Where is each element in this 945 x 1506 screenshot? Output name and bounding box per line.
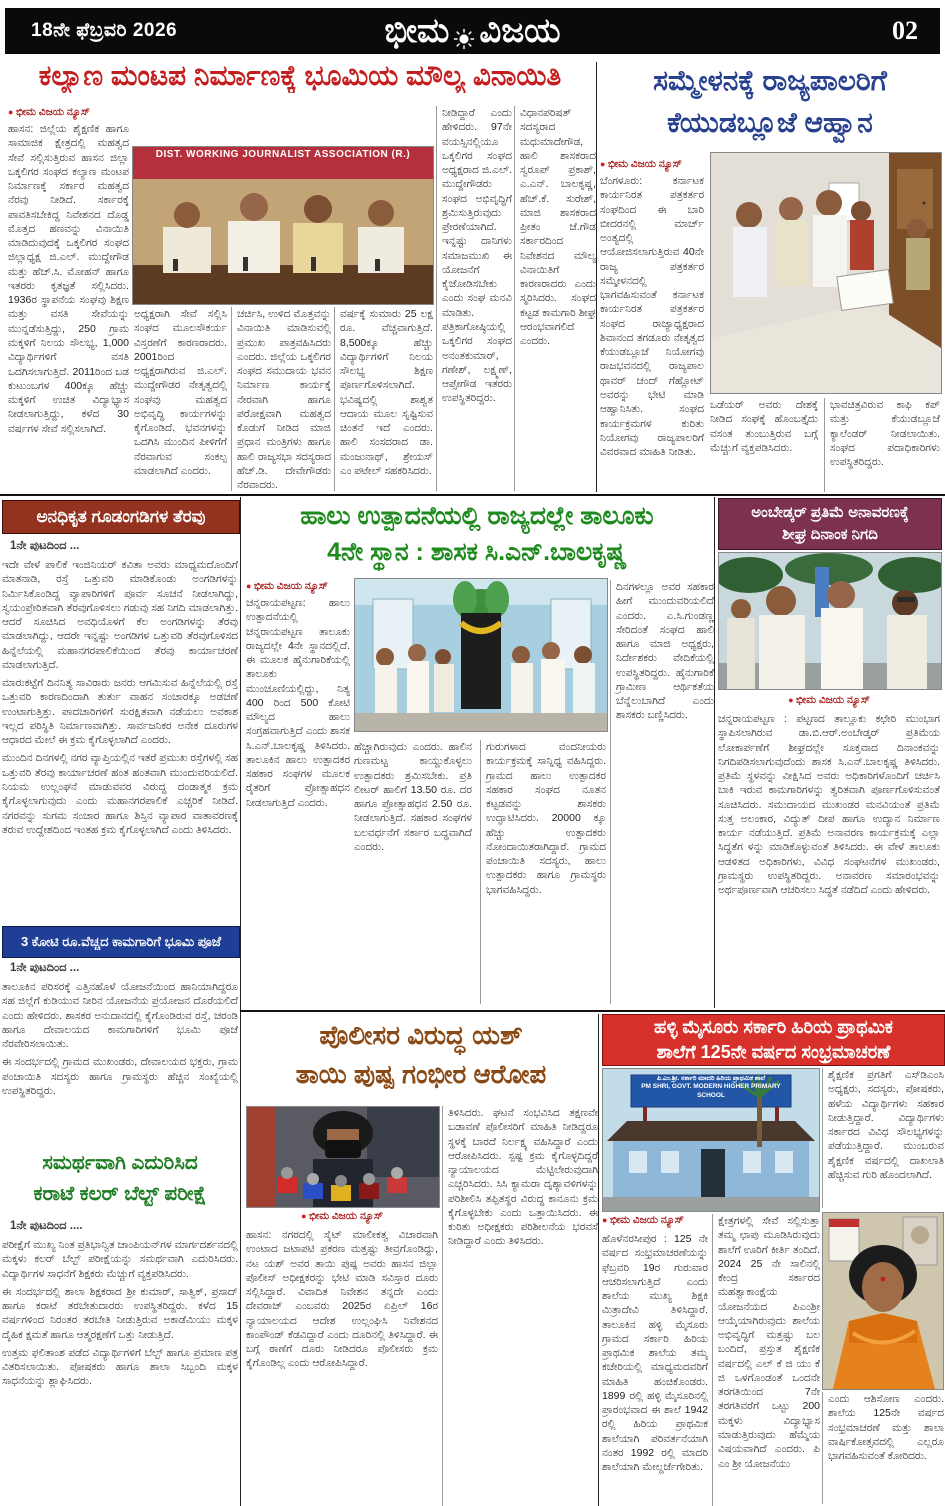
kalyana-col-1: [8, 106, 129, 492]
headline-ambedkar: ಅಂಬೇಡ್ಕರ್ ಪ್ರತಿಮೆ ಅನಾವರಣಕ್ಕೆ ಶೀಘ್ರ ದಿನಾಂಕ ನಿಗದಿ: [718, 498, 942, 550]
divider-horizontal-2: [240, 1010, 945, 1012]
headline-karate: ಸಮರ್ಥವಾಗಿ ಎದುರಿಸಿದ ಕರಾಟೆ ಕಲರ್ ಬೆಲ್ಟ್ ಪರೀಕ್ಷೆ: [33, 1152, 207, 1205]
goodangadi-text: [2, 558, 238, 920]
photo-ambedkar-inspection: [718, 552, 942, 690]
masthead-date: 18ನೇ ಫೆಬ್ರವರಿ 2026: [31, 20, 178, 41]
karate-p1: ಪರೀಕ್ಷೆಗೆ ಮುಖ್ಯ ನಿಂತ ಪ್ರತಿಭಾನ್ವಿತ ಚಾಂಪಿಯನ್‌ಗಳ ಮಾರ್ಗದರ್ಶನದಲ್ಲಿ ಮಕ್ಕಳು ಕಲರ್ ಬೆಲ್ಟ್ ಪರೀಕ್ಷೆಯನ್ನು ಸಮರ್ಥವಾಗಿ ಎದುರಿಸಿದರು. ವಿದ್ಯಾರ್ಥಿಗಳ ಸಾಧನೆಗೆ ಶಿಕ್ಷಕರು ಮೆಚ್ಚುಗೆ ವ್ಯಕ್ತಪಡಿಸಿದರು.: [2, 1239, 238, 1280]
sammelana-col-3: ಭಾವಚಿತ್ರವಿರುವ ಕಾಫಿ ಕಪ್ ಮತ್ತು ಕೆಯುಡಬ್ಲೂಜೆ ಕ್ಯಾಲೆಂಡರ್ ನೀಡಲಾಯಿತು. ಸಂಘದ ಪದಾಧಿಕಾರಿಗಳು ಉಪಸ್ಥಿತರಿದ್ದರು.: [824, 398, 940, 492]
ambedkar-text: ಚನ್ನರಾಯಪಟ್ಟಣ : ಪಟ್ಟಣದ ತಾಲ್ಲೂಕು ಕಛೇರಿ ಮುಂಭಾಗ ಸ್ಥಾಪಿಸಲಾಗಿರುವ ಡಾ.ಬಿ.ಆರ್.ಅಂಬೇಡ್ಕರ್ ಪ್ರತಿಮೆಯ ಲೋಕಾರ್ಪಣೆಗೆ ಶೀಘ್ರದಲ್ಲೇ ಸೂಕ್ತವಾದ ದಿನಾಂಕವನ್ನು ನಿಗದಿಪಡಿಸಲಾಗುವುದೆಂದು ಶಾಸಕ ಸಿ.ಎನ್.ಬಾಲಕೃಷ್ಣ ತಿಳಿಸಿದರು. ಪ್ರತಿಮೆ ಸ್ಥಳವನ್ನು ವೀಕ್ಷಿಸಿದ ಅವರು ಅಧಿಕಾರಿಗಳೊಂದಿಗೆ ಚರ್ಚಿಸಿ ಬಾಕಿ ಇರುವ ಕಾಮಗಾರಿಗಳನ್ನು ತ್ವರಿತವಾಗಿ ಪೂರ್ಣಗೊಳಿಸುವಂತೆ ಸೂಚಿಸಿದರು. ಸಮುದಾಯದ ಮುಖಂಡರ ಮನವಿಯಂತೆ ಪ್ರತಿಮೆ ಸುತ್ತ ಅಲಂಕಾರ, ವಿದ್ಯುತ್ ದೀಪ ಹಾಗೂ ಉದ್ಯಾನ ನಿರ್ಮಾಣ ಕಾರ್ಯ ನಡೆಯುತ್ತಿದೆ. ಪ್ರತಿಮೆ ಅನಾವರಣ ಕಾರ್ಯಕ್ರಮಕ್ಕೆ ಎಲ್ಲಾ ಸಿದ್ಧತೆಗ ಳನ್ನು ಮಾಡಿಕೊಳ್ಳುವಂತೆ ತಿಳಿಸಿದರು. ಈ ವೇಳೆ ತಾಲೂಕು ಆಡಳಿತದ ಅಧಿಕಾರಿಗಳು, ವಿವಿಧ ಸಂಘಟನೆಗಳ ಮುಖಂಡರು, ಗ್ರಾಮಸ್ಥರು ಉಪಸ್ಥಿತರಿದ್ದರು. ಅನಾವರಣ ಸಮಾರಂಭವನ್ನು ಅರ್ಥಪೂರ್ಣವಾಗಿ ಆಚರಿಸಲು ಸಿದ್ಧತೆ ನಡೆದಿದೆ ಎಂದು ಹೇಳಿದರು.: [718, 713, 940, 897]
goodangadi-p3: ಮುಂದಿನ ದಿನಗಳಲ್ಲಿ ನಗರ ವ್ಯಾಪ್ತಿಯಲ್ಲಿನ ಇತರೆ ಪ್ರಮುಖ ರಸ್ತೆಗಳಲ್ಲಿ ಸಹ ಒತ್ತುವರಿ ತೆರವು ಕಾರ್ಯಾಚರಣೆ ಹಂತ ಹಂತವಾಗಿ ಮುಂದುವರಿಯಲಿದೆ. ನಿಯಮ ಉಲ್ಲಂಘನೆ ಮಾಡುವವರ ವಿರುದ್ಧ ದಂಡಾತ್ಮಕ ಕ್ರಮ ಕೈಗೊಳ್ಳಲಾಗುವುದು ಎಂದು ಮಹಾನಗರಪಾಲಿಕೆ ಎಚ್ಚರಿಕೆ ನೀಡಿದೆ. ನಗರವನ್ನು ಸುಗಮ ಸಂಚಾರ ಹಾಗೂ ಶಿಸ್ತಿನ ವ್ಯಾಪಾರ ವಾತಾವರಣಕ್ಕೆ ತರುವ ಉದ್ದೇಶದಿಂದ ಇಂತಹ ಕ್ರಮ ಕೈಗೊಳ್ಳಲಾಗಿದೆ ಎಂದು ತಿಳಿಸಿದರು.: [2, 752, 238, 836]
continued-from-page1: 1ನೇ ಪುಟದಿಂದ ...: [10, 962, 80, 974]
page-number: 02: [892, 16, 918, 45]
news-byline: ● ಭೀಮ ವಿಜಯ ನ್ಯೂಸ್: [246, 1210, 438, 1223]
masthead-title-right: ವಿಜಯ: [479, 11, 561, 50]
sammelana-col1-text: ಬೆಂಗಳೂರು: ಕರ್ನಾಟಕ ಕಾರ್ಯನಿರತ ಪತ್ರಕರ್ತರ ಸಂಘದಿಂದ ಈ ಬಾರಿ ಬೀದರನಲ್ಲಿ ಮಾರ್ಚ್ ಅಂತ್ಯದಲ್ಲಿ ಆಯೋಜಿಸಲಾಗುತ್ತಿರುವ 40ನೇ ರಾಜ್ಯ ಪತ್ರಕರ್ತರ ಸಮ್ಮೇಳನದಲ್ಲಿ ಭಾಗವಹಿಸುವಂತೆ ಕರ್ನಾಟಕ ಕಾರ್ಯನಿರತ ಪತ್ರಕರ್ತರ ಸಂಘದ ರಾಜ್ಯಾಧ್ಯಕ್ಷರಾದ ಶಿವಾನಂದ ತಗಡೂರು ನೇತೃತ್ವದ ಕೆಯುಡಬ್ಲೂಜೆ ನಿಯೋಗವು ರಾಜಭವನದಲ್ಲಿ ರಾಜ್ಯಪಾಲ ಥಾವರ್ ಚಂದ್ ಗೆಹ್ಲೋಟ್ ಅವರನ್ನು ಭೇಟಿ ಮಾಡಿ ಆಹ್ವಾನಿಸಿತು. ಸಂಘದ ಕಾರ್ಯಕ್ರಮಗಳ ಕುರಿತು ನಿಯೋಗವು ರಾಜ್ಯಪಾಲರಿಗೆ ವಿವರವಾದ ಮಾಹಿತಿ ನೀಡಿತು.: [600, 175, 704, 459]
school-col-3a: ಶೈಕ್ಷಣಿಕ ಪ್ರಗತಿಗೆ ಎಸ್‌ಡಿಎಂಸಿ ಅಧ್ಯಕ್ಷರು, ಸದಸ್ಯರು, ಪೋಷಕರು, ಹಳೆಯ ವಿದ್ಯಾರ್ಥಿಗಳು ಸಹಕಾರ ನೀಡುತ್ತಿದ್ದಾರೆ. ವಿದ್ಯಾರ್ಥಿಗಳು ಸರ್ಕಾರದ ವಿವಿಧ ಸೌಲಭ್ಯಗಳನ್ನು ಪಡೆಯುತ್ತಿದ್ದಾರೆ. ಮುಂಬರುವ ಶೈಕ್ಷಣಿಕ ವರ್ಷದಲ್ಲಿ ದಾಖಲಾತಿ ಹೆಚ್ಚಿಸುವ ಗುರಿ ಹೊಂದಲಾಗಿದೆ.: [822, 1068, 944, 1208]
sammelana-col-2: ಒಡೆಯರ್ ಅವರು ದೇಶಕ್ಕೆ ನೀಡಿದ ಸಂಘಕ್ಕೆ ಹೊಂಬತ್ತೈದು ವಸಂತ ತುಂಬುತ್ತಿರುವ ಬಗ್ಗೆ ಮೆಚ್ಚುಗೆ ವ್ಯಕ್ತಪಡಿಸಿದರು.: [710, 399, 818, 454]
haalu-col-3: ಗುರುಗಳಾದ ವಂದನೀಯರು ಕಾರ್ಯಕ್ರಮಕ್ಕೆ ಸಾನ್ನಿಧ್ಯ ವಹಿಸಿದ್ದರು. ಗ್ರಾಮದ ಹಾಲು ಉತ್ಪಾದಕರ ಸಹಕಾರ ಸಂಘದ ನೂತನ ಕಟ್ಟಡವನ್ನು ಶಾಸಕರು ಉದ್ಘಾಟಿಸಿದರು. 20000 ಕ್ಕೂ ಹೆಚ್ಚು ಉತ್ಪಾದಕರು ನೋಂದಾಯಿತರಾಗಿದ್ದಾರೆ. ಗ್ರಾಮದ ಪಂಚಾಯಿತಿ ಸದಸ್ಯರು, ಹಾಲು ಉತ್ಪಾದಕರು ಹಾಗೂ ಗ್ರಾಮಸ್ಥರು ಭಾಗವಹಿಸಿದ್ದರು.: [480, 740, 606, 1004]
goodangadi-p2: ಮಾರುಕಟ್ಟೆಗೆ ದಿನನಿತ್ಯ ಸಾವಿರಾರು ಜನರು ಆಗಮಿಸುವ ಹಿನ್ನೆಲೆಯಲ್ಲಿ ರಸ್ತೆ ಒತ್ತುವರಿ ಕಾರಣದಿಂದಾಗಿ ತುರ್ತು ವಾಹನ ಸಂಚಾರಕ್ಕೂ ಅಡಚಣೆ ಉಂಟಾಗುತ್ತಿತ್ತು. ಪಾದಚಾರಿಗಳಿಗೆ ಸುರಕ್ಷಿತವಾಗಿ ನಡೆಯಲು ಅವಕಾಶ ಇಲ್ಲದ ಪರಿಸ್ಥಿತಿ ನಿರ್ಮಾಣವಾಗಿತ್ತು. ಸಾರ್ವಜನಿಕರ ಅನೇಕ ದೂರುಗಳ ಆಧಾರದ ಮೇಲೆ ಈ ಕ್ರಮ ಕೈಗೊಳ್ಳಲಾಗಿದೆ ಎಂದರು.: [2, 677, 238, 747]
divider-vertical-left: [240, 497, 241, 1506]
yash-col-2: ತಿಳಿಸಿದರು. ಘಟನೆ ಸಂಭವಿಸಿದ ತಕ್ಷಣವೇ ಬಡಾವಣೆ ಪೊಲೀಸರಿಗೆ ಮಾಹಿತಿ ನೀಡಿದ್ದರೂ ಸ್ಥಳಕ್ಕೆ ಬಾರದೆ ನಿರ್ಲಕ್ಷ್ಯ ವಹಿಸಿದ್ದಾರೆ ಎಂದು ಆರೋಪಿಸಿದರು. ಸ್ಪಷ್ಟ ಕ್ರಮ ಕೈಗೊಳ್ಳದಿದ್ದರೆ ನ್ಯಾಯಾಲಯದ ಮೆಟ್ಟಿಲೇರುವುದಾಗಿ ಎಚ್ಚರಿಸಿದರು. ಸಿಸಿ ಕ್ಯಾಮರಾ ದೃಶ್ಯಾವಳಿಗಳನ್ನು ಪರಿಶೀಲಿಸಿ ತಪ್ಪಿತಸ್ಥರ ವಿರುದ್ಧ ಕಾನೂನು ಕ್ರಮ ಕೈಗೊಳ್ಳಬೇಕು ಎಂದು ಒತ್ತಾಯಿಸಿದರು. ಈ ಕುರಿತು ಅಧೀಕ್ಷಕರು ಪರಿಶೀಲನೆಯ ಭರವಸೆ ನೀಡಿದ್ದಾರೆ ಎಂದು ತಿಳಿಸಿದರು.: [442, 1106, 598, 1506]
kalyana-col-4: ವರ್ಷಕ್ಕೆ ಸುಮಾರು 25 ಲಕ್ಷ ರೂ. ವೆಚ್ಚವಾಗುತ್ತಿದೆ. 8,500ಕ್ಕೂ ಹೆಚ್ಚು ವಿದ್ಯಾರ್ಥಿಗಳಿಗೆ ನಿಲಯ ಸೌಲಭ್ಯ ಶಿಕ್ಷಣ ಪೂರ್ಣಗೊಳಿಸಲಾಗಿದೆ. ಭವಿಷ್ಯದಲ್ಲಿ ಶಾಶ್ವತ ಆದಾಯ ಮೂಲ ಸೃಷ್ಟಿಸುವ ಚಿಂತನೆ ಇದೆ ಎಂದರು. ಹಾಲಿ ಸಂಸದರಾದ ಡಾ. ಮಂಜುನಾಥ್, ಶ್ರೇಯಸ್ ಎಂ ಪಟೇಲ್ ಸಹಕರಿಸಿದರು.: [334, 307, 433, 491]
headline-bhoomi-pooja: 3 ಕೋಟಿ ರೂ.ವೆಚ್ಚದ ಕಾಮಗಾರಿಗೆ ಭೂಮಿ ಪೂಜೆ: [2, 926, 240, 958]
continued-from-page1: 1ನೇ ಪುಟದಿಂದ ....: [10, 1220, 83, 1232]
masthead-title-left: ಭೀಮ: [384, 11, 450, 50]
divider-horizontal-1: [0, 494, 945, 496]
yash-col-1: ಹಾಸನ: ನಗರದಲ್ಲಿ ಸೈಟ್ ಮಾಲೀಕತ್ವ ವಿಚಾರವಾಗಿ ಉಂಟಾದ ಜಟಾಪಟಿ ಪ್ರಕರಣ ಮತ್ತಷ್ಟು ತೀವ್ರಗೊಂಡಿದ್ದು, ನಟ ಯಶ್ ಅವರ ತಾಯಿ ಪುಷ್ಪ ಅವರು ಹಾಸನ ಜಿಲ್ಲಾ ಪೊಲೀಸ್ ಅಧೀಕ್ಷಕರನ್ನು ಭೇಟಿ ಮಾಡಿ ಸವಿಸ್ತಾರ ದೂರು ಸಲ್ಲಿಸಿದ್ದಾರೆ. ವಿವಾದಿತ ನಿವೇಶನ ತನ್ನದೇ ಎಂದು ದೇವರಾಜ್ ಎಂಬವರು 2025ರ ಏಪ್ರಿಲ್ 16ರ ನ್ಯಾಯಾಲಯದ ಆದೇಶ ಉಲ್ಲಂಘಿಸಿ ನಿವೇಶನದ ಕಾಂಪೌಂಡ್ ಕೆಡವಿದ್ದಾರೆ ಎಂದು ದೂರಿನಲ್ಲಿ ತಿಳಿಸಿದ್ದಾರೆ. ಈ ಬಗ್ಗೆ ಠಾಣೆಗೆ ದೂರು ನೀಡಿದರೂ ಪೊಲೀಸರು ಕ್ರಮ ಕೈಗೊಂಡಿಲ್ಲ ಎಂದು ಆರೋಪಿಸಿದ್ದಾರೆ.: [246, 1229, 438, 1370]
headline-goodangadi: ಅನಧಿಕೃತ ಗೂಡಂಗಡಿಗಳ ತೆರವು: [2, 500, 240, 534]
divider-vertical-top: [596, 62, 597, 492]
photo-school-building: [602, 1068, 820, 1212]
kalyana-col-6: ವಿಧಾನಪರಿಷತ್ ಸದಸ್ಯರಾದ ಮಧುಮಾದೇಗೌಡ, ಹಾಲಿ ಶಾಸಕರಾದ ಸ್ವರೂಪ್ ಪ್ರಕಾಶ್, ಎ.ಎನ್. ಬಾಲಕೃಷ್ಣ, ಹೆಚ್.ಕೆ. ಸುರೇಶ್, ಮಾಜಿ ಶಾಸಕರಾದ ಪ್ರೀತಂ ಜೆ.ಗೌಡ ಸರ್ಕಾರದಿಂದ ನಿವೇಶನದ ಮೌಲ್ಯ ವಿನಾಯಿತಿಗೆ ಕಾರಣರಾದರು ಎಂದು ಸ್ಮರಿಸಿದರು. ಸಂಘದ ಕಟ್ಟಡ ಕಾಮಗಾರಿ ಶೀಘ್ರ ಆರಂಭವಾಗಲಿದೆ ಎಂದರು.: [514, 106, 596, 491]
karate-p2: ಈ ಸಂದರ್ಭದಲ್ಲಿ ಶಾಲಾ ಶಿಕ್ಷಕರಾದ ಶ್ರೀ ಕುಮಾರ್, ಸಾತ್ವಿಕ್, ಪ್ರಸಾದ್ ಹಾಗೂ ಕರಾಟೆ ತರಬೇತುದಾರರು ಉಪಸ್ಥಿತರಿದ್ದರು. ಕಳೆದ 15 ವರ್ಷಗಳಿಂದ ನಿರಂತರ ತರಬೇತಿ ನೀಡುತ್ತಿರುವ ಅಕಾಡೆಮಿಯು ಮಕ್ಕಳ ದೈಹಿಕ ಕ್ಷಮತೆ ಹಾಗೂ ಆತ್ಮರಕ್ಷಣೆಗೆ ಒತ್ತು ನೀಡುತ್ತಿದೆ.: [2, 1285, 238, 1341]
photo-plaque-unveiling: [354, 578, 608, 732]
kalyana-col-5: ನೀಡಿದ್ದಾರೆ ಎಂದು ಹೇಳಿದರು. 97ನೇ ವಯಸ್ಸಿನಲ್ಲಿಯೂ ಒಕ್ಕಲಿಗರ ಸಂಘದ ಅಧ್ಯಕ್ಷರಾದ ಜಿ.ಎಲ್. ಮುದ್ದೇಗೌಡರು ಸಂಘದ ಅಭಿವೃದ್ಧಿಗೆ ಶ್ರಮಿಸುತ್ತಿರುವುದು ಪ್ರೇರಣೆಯಾಗಿದೆ. ಇನ್ನಷ್ಟು ದಾನಿಗಳು ಸಮಾಜಮುಖಿ ಈ ಯೋಜನೆಗೆ ಕೈಜೋಡಿಸಬೇಕು ಎಂದು ಸಂಘ ಮನವಿ ಮಾಡಿತು. ಪತ್ರಿಕಾಗೋಷ್ಠಿಯಲ್ಲಿ ಒಕ್ಕಲಿಗರ ಸಂಘದ ಅನಂತಕುಮಾರ್, ಗಣೇಶ್, ಲಕ್ಷ್ಮಣ್, ಆಪ್ಸೇಗೌಡ ಇತರರು ಉಪಸ್ಥಿತರಿದ್ದರು.: [436, 106, 512, 491]
photo-press-conference: [132, 146, 434, 305]
headline-yash: ಪೊಲೀಸರ ವಿರುದ್ಧ ಯಶ್ ತಾಯಿ ಪುಷ್ಪ ಗಂಭೀರ ಆರೋಪ: [295, 1020, 547, 1089]
bhoomi-p2: ಈ ಸಂದರ್ಭದಲ್ಲಿ ಗ್ರಾಮದ ಮುಖಂಡರು, ದೇವಾಲಯದ ಭಕ್ತರು, ಗ್ರಾಮ ಪಂಚಾಯಿತಿ ಸದಸ್ಯರು ಹಾಗೂ ಗ್ರಾಮಸ್ಥರು ಹೆಚ್ಚಿನ ಸಂಖ್ಯೆಯಲ್ಲಿ ಉಪಸ್ಥಿತರಿದ್ದರು.: [2, 1056, 238, 1097]
news-byline: ● ಭೀಮ ವಿಜಯ ನ್ಯೂಸ್: [8, 106, 129, 119]
school-col-2: ಕ್ಷೇತ್ರಗಳಲ್ಲಿ ಸೇವೆ ಸಲ್ಲಿಸುತ್ತಾ ತಮ್ಮ ಛಾಪು ಮೂಡಿಸಿರುವುದು ಶಾಲೆಗೆ ಊರಿಗೆ ಕೀರ್ತಿ ತಂದಿದೆ. 2024 25 ನೇ ಸಾಲಿನಲ್ಲಿ ಕೇಂದ್ರ ಸರ್ಕಾರದ ಮಹತ್ವಾಕಾಂಕ್ಷೆಯ ಯೋಜನೆಯದ ಪಿಎಂಶ್ರೀ ಆಯ್ಕೆಯಾಗಿರುವುದು ಶಾಲೆಯ ಅಭಿವೃದ್ಧಿಗೆ ಮತ್ತಷ್ಟು ಬಲ ಬಂದಿದೆ, ಪ್ರಸ್ತುತ ಶೈಕ್ಷಣಿಕ ವರ್ಷದಲ್ಲಿ ಎಲ್ ಕೆ ಜಿ ಯು ಕೆ ಜಿ ಒಳಗೊಂಡಂತೆ ಒಂದನೇ ತರಗತಿಯಿಂದ 7ನೇ ತರಗತಿವರೆಗೆ ಒಟ್ಟು 200 ಮಕ್ಕಳು ವಿದ್ಯಾಭ್ಯಾಸ ಮಾಡುತ್ತಿರುವುದು ಹೆಮ್ಮೆಯ ವಿಷಯವಾಗಿದೆ ಎಂದರು. ಪಿ ಎಂ ಶ್ರೀ ಯೋಜನೆಯು: [712, 1214, 820, 1506]
photo-rajbhavan-meeting: [710, 152, 942, 394]
photo-headmistress-portrait: [822, 1212, 944, 1390]
kalyana-col1-text: ಹಾಸನ: ಜಿಲ್ಲೆಯ ಶೈಕ್ಷಣಿಕ ಹಾಗೂ ಸಾಮಾಜಿಕ ಕ್ಷೇತ್ರದಲ್ಲಿ ಮಹತ್ವದ ಸೇವೆ ಸಲ್ಲಿಸುತ್ತಿರುವ ಹಾಸನ ಜಿಲ್ಲಾ ಒಕ್ಕಲಿಗರ ಸಂಘದ ಕಲ್ಯಾಣ ಮಂಟಪ ನಿರ್ಮಾಣಕ್ಕೆ ಸರ್ಕಾರ ಮಹತ್ವದ ನೆರವು ನೀಡಿದೆ. ಸರ್ಕಾರಕ್ಕೆ ಪಾವತಿಸಬೇಕಿದ್ದ ನಿವೇಶನದ ದೊಡ್ಡ ಮೊತ್ತದ ಹಣವನ್ನು ವಿನಾಯಿತಿ ಮಾಡಿದುವುದಕ್ಕೆ ಒಕ್ಕಲಿಗರ ಸಂಘದ ಜಿಲ್ಲಾಧ್ಯಕ್ಷ ಜಿ.ಎಲ್. ಮುದ್ದೇಗೌಡ ಮತ್ತು ಹೆಚ್.ಸಿ. ಮೋಹನ್ ಹಾಗೂ ಇತರರು ಕೃತಜ್ಞತೆ ಸಲ್ಲಿಸಿದರು. 1936ರ ಸ್ಥಾಪನೆಯ ಸಂಘವು ಶಿಕ್ಷಣ ಮತ್ತು ವಸತಿ ಸೇವೆಯನ್ನು ಮುನ್ನಡೆಸುತ್ತಿದ್ದು, 250 ಗ್ರಾಮ ಮಕ್ಕಳಿಗೆ ನಿಲಯ ಸೌಲಭ್ಯ, 1,000 ವಿದ್ಯಾರ್ಥಿಗಳಿಗೆ ವಸತಿ ಒದಗಿಸಲಾಗುತ್ತಿದೆ. 2011ರಿಂದ ಬಡ ಕುಟುಂಬಗಳ 400ಕ್ಕೂ ಹೆಚ್ಚು ಮಕ್ಕಳಿಗೆ ಉಚಿತ ವಿದ್ಯಾಭ್ಯಾಸ ನೀಡಲಾಗುತ್ತಿದ್ದು, ಕಳೆದ 30 ವರ್ಷಗಳ ಸೇವೆ ಸಲ್ಲಿಸಲಾಗಿದೆ.: [8, 123, 129, 435]
haalu-col1-text: ಚನ್ನರಾಯಪಟ್ಟಣ: ಹಾಲು ಉತ್ಪಾದನೆಯಲ್ಲಿ ಚನ್ನರಾಯಪಟ್ಟಣ ತಾಲೂಕು ರಾಜ್ಯದಲ್ಲೇ 4ನೇ ಸ್ಥಾನದಲ್ಲಿದೆ. ಈ ಮೂಲಕ ಹೈನುಗಾರಿಕೆಯಲ್ಲಿ ತಾಲೂಕು ಮುಂಚೂಣಿಯಲ್ಲಿದ್ದು, ನಿತ್ಯ 400 ರಿಂದ 500 ಕೋಟಿ ಮೌಲ್ಯದ ಹಾಲು ಸಂಗ್ರಹವಾಗುತ್ತಿದೆ ಎಂದು ಶಾಸಕ ಸಿ.ಎನ್.ಬಾಲಕೃಷ್ಣ ತಿಳಿಸಿದರು. ತಾಲೂಕಿನ ಹಾಲು ಉತ್ಪಾದಕರ ಸಹಕಾರ ಸಂಘಗಳ ಮೂಲಕ ರೈತರಿಗೆ ಪ್ರೋತ್ಸಾಹಧನ ನೀಡಲಾಗುತ್ತಿದೆ ಎಂದರು.: [246, 597, 350, 809]
haalu-col-1: [246, 580, 350, 1004]
sun-emblem-icon: [453, 20, 475, 42]
news-byline: ● ಭೀಮ ವಿಜಯ ನ್ಯೂಸ್: [718, 694, 940, 707]
bhoomi-text: [2, 980, 238, 1140]
photo-banner-text: DIST. WORKING JOURNALIST ASSOCIATION (R.): [155, 149, 411, 160]
masthead-title: [5, 12, 940, 51]
news-byline: ● ಭೀಮ ವಿಜಯ ನ್ಯೂಸ್: [600, 158, 704, 171]
haalu-col-4: ದಿನಗಳಲ್ಲೂ ಅವರ ಸಹಕಾರ ಹೀಗೆ ಮುಂದುವರಿಯಲಿದೆ ಎಂದರು. ಎ.ಸಿ.ಗುಂಡಣ್ಣ ಸೇರಿದಂತೆ ಸಂಘದ ಹಾಲಿ ಹಾಗೂ ಮಾಜಿ ಅಧ್ಯಕ್ಷರು, ನಿರ್ದೇಶಕರು ವೇದಿಕೆಯಲ್ಲಿ ಉಪಸ್ಥಿತರಿದ್ದರು. ಹೈನುಗಾರಿಕೆ ಗ್ರಾಮೀಣ ಆರ್ಥಿಕತೆಯ ಬೆನ್ನೆಲುಬಾಗಿದೆ ಎಂದು ಶಾಸಕರು ಬಣ್ಣಿಸಿದರು.: [610, 580, 714, 1004]
divider-vertical-right: [714, 497, 715, 1008]
school-sign: [633, 1075, 789, 1100]
headline-school: ಹಳ್ಳಿ ಮೈಸೂರು ಸರ್ಕಾರಿ ಹಿರಿಯ ಪ್ರಾಥಮಿಕ ಶಾಲೆಗೆ 125ನೇ ವರ್ಷದ ಸಂಭ್ರಮಾಚರಣೆ: [602, 1014, 945, 1066]
school-sign-english: PM SHRI, GOVT. MODERN HIGHER PRIMARY SCHOOL: [641, 1083, 781, 1099]
divider-vertical-bottom: [598, 1014, 599, 1506]
photo-pushpa-media: [246, 1106, 440, 1208]
goodangadi-p1: ಇದೇ ವೇಳೆ ಪಾಲಿಕೆ ಇಂಜಿನಿಯರ್ ಕವಿತಾ ಅವರು ಮಾಧ್ಯಮದೊಂದಿಗೆ ಮಾತನಾಡಿ, ರಸ್ತೆ ಒತ್ತುವರಿ ಮಾಡಿಕೊಂಡು ಅಂಗಡಿಗಳನ್ನು ನಿರ್ಮಿಸಿಕೊಂಡಿದ್ದ ವ್ಯಾಪಾರಿಗಳಿಗೆ ಪೂರ್ವ ಸೂಚನೆ ನೀಡಲಾಗಿದ್ದು, ಸ್ವಯಂಪ್ರೇರಿತವಾಗಿ ತೆರವುಗೊಳಿಸಲು ಗಡುವು ಸಹ ನಿಗದಿ ಮಾಡಲಾಗಿತ್ತು. ಆದರೆ ಸೂಚಿಸಿದ ಅವಧಿಯೊಳಗೆ ಕೆಲ ಅಂಗಡಿಗಳನ್ನು ತೆರವು ಮಾಡಲಾಗಿದ್ದು, ಆದರೇ ಇನ್ನಷ್ಟು ಅಂಗಡಿಗಳ ಒತ್ತುವರಿ ತೆರವುಗೊಳಿಸದ ಹಿನ್ನೆಲೆಯಲ್ಲಿ ಮಹಾನಗರಪಾಲಿಕೆಯಿಂದ ತೆರವು ಕಾರ್ಯಾಚರಣೆ ಮಾಡಲಾಗುತ್ತಿದೆ.: [2, 559, 238, 671]
bhoomi-p1: ತಾಲೂಕಿನ ಪರಿಸರಕ್ಕೆ ಎತ್ತಿನಹೊಳೆ ಯೋಜನೆಯಿಂದ ಹಾನಿಯಾಗಿದ್ದರೂ ಸಹ ಜಿಲ್ಲೆಗೆ ಕುಡಿಯುವ ನೀರಿನ ಯೋಜನೆಯ ಪ್ರಯೋಜನ ದೊರೆಯಲಿದೆ ಎಂದು ಹೇಳಿದರು. ಶಾಸಕರ ಅನುದಾನದಲ್ಲಿ ಕೈಗೊಂಡಿರುವ ರಸ್ತೆ, ಚರಂಡಿ ಹಾಗೂ ದೇವಾಲಯದ ಕಾಮಗಾರಿಗಳಿಗೆ ಭೂಮಿ ಪೂಜೆ ನೆರವೇರಿಸಲಾಯಿತು.: [2, 981, 238, 1051]
school-sign-kannada: ಪಿ.ಎಂ.ಶ್ರೀ. ಸರ್ಕಾರಿ ಮಾದರಿ ಹಿರಿಯ ಪ್ರಾಥಮಿಕ ಶಾಲೆ: [656, 1075, 766, 1082]
continued-from-page1: 1ನೇ ಪುಟದಿಂದ ...: [10, 540, 80, 552]
masthead: [5, 8, 940, 54]
sammelana-col-1: [600, 158, 704, 492]
news-byline: ● ಭೀಮ ವಿಜಯ ನ್ಯೂಸ್: [602, 1214, 712, 1227]
headline-sammelana: ಸಮ್ಮೇಳನಕ್ಕೆ ರಾಜ್ಯಪಾಲರಿಗೆ ಕೆಯುಡಬ್ಲೂಜೆ ಆಹ್ವಾನ: [653, 65, 887, 138]
headline-kalyana: ಕಲ್ಯಾಣ ಮಂಟಪ ನಿರ್ಮಾಣಕ್ಕೆ ಭೂಮಿಯ ಮೌಲ್ಯ ವಿನಾಯಿತಿ: [38, 60, 562, 91]
kalyana-col-2: ಅಧ್ಯಕ್ಷರಾಗಿ ಸೇವೆ ಸಲ್ಲಿಸಿ ಸಂಘದ ಮೂಲಸೌಕರ್ಯ ವಿಸ್ತರಣೆಗೆ ಕಾರಣರಾದರು. 2001ರಿಂದ ಅಧ್ಯಕ್ಷರಾಗಿರುವ ಜಿ.ಎಲ್. ಮುದ್ದೇಗೌಡರ ನೇತೃತ್ವದಲ್ಲಿ ಸಂಘವು ಮಹತ್ವದ ಅಭಿವೃದ್ಧಿ ಕಾರ್ಯಗಳನ್ನು ಕೈಗೊಂಡಿದೆ. ಭವನಗಳನ್ನು ಒದಗಿಸಿ ಮುಂದಿನ ಪೀಳಿಗೆಗೆ ನೆರವಾಗುವ ಸಂಕಲ್ಪ ಮಾಡಲಾಗಿದೆ ಎಂದರು.: [134, 308, 227, 477]
headline-haalu: ಹಾಲು ಉತ್ಪಾದನೆಯಲ್ಲಿ ರಾಜ್ಯದಲ್ಲೇ ತಾಲೂಕು 4ನೇ ಸ್ಥಾನ : ಶಾಸಕ ಸಿ.ಎನ್.ಬಾಲಕೃಷ್ಣ: [300, 502, 654, 567]
school-col-1: ಹೊಳೆನರಸೀಪುರ : 125 ನೇ ವರ್ಷದ ಸಂಭ್ರಮಾಚರಣೆಯನ್ನು ಫೆಬ್ರವರಿ 19ರ ಗುರುವಾರ ಆಚರಿಸಲಾಗುತ್ತಿದೆ ಎಂದು ಶಾಲೆಯ ಮುಖ್ಯ ಶಿಕ್ಷಕಿ ಮಿತ್ರಾದೇವಿ ತಿಳಿಸಿದ್ದಾರೆ. ತಾಲೂಕಿನ ಹಳ್ಳಿ ಮೈಸೂರು ಗ್ರಾಮದ ಸರ್ಕಾರಿ ಹಿರಿಯ ಪ್ರಾಥಮಿಕ ಶಾಲೆಯ ತಮ್ಮ ಕಚೇರಿಯಲ್ಲಿ ಮಾಧ್ಯಮದವರಿಗೆ ಮಾಹಿತಿ ಹಂಚಿಕೊಂಡರು. 1899 ರಲ್ಲಿ ಹಳ್ಳಿ ಮೈಸೂರಿನಲ್ಲಿ ಪ್ರಾರಂಭವಾದ ಈ ಶಾಲೆ 1942 ರಲ್ಲಿ ಹಿರಿಯ ಪ್ರಾಥಮಿಕ ಶಾಲೆಯಾಗಿ ಪರಿವರ್ತನೆಯಾಗಿ ನಂತರ 1992 ರಲ್ಲಿ ಮಾದರಿ ಶಾಲೆಯಾಗಿ ಮೇಲ್ದರ್ಜೆಗೇರಿತು.: [602, 1233, 708, 1474]
school-col-3b: ಎಂದು ಆಶಿಸೋಣ ಎಂದರು. ಶಾಲೆಯ 125ನೇ ವರ್ಷದ ಸಂಭ್ರಮಾಚರಣೆ ಮತ್ತು ಶಾಲಾ ವಾರ್ಷಿಕೋತ್ಸವದಲ್ಲಿ ಎಲ್ಲರೂ ಭಾಗವಹಿಸುವಂತೆ ಕೋರಿದರು.: [822, 1392, 944, 1504]
haalu-col-2: ಹೆಚ್ಚಾಗಿರುವುದು ಎಂದರು. ಹಾಲಿನ ಗುಣಮಟ್ಟ ಕಾಯ್ದುಕೊಳ್ಳಲು ಉತ್ಪಾದಕರು ಶ್ರಮಿಸಬೇಕು. ಪ್ರತಿ ಲೀಟರ್ ಹಾಲಿಗೆ 13.50 ರೂ. ದರ ಹಾಗೂ ಪ್ರೋತ್ಸಾಹಧನ 2.50 ರೂ. ನೀಡಲಾಗುತ್ತಿದೆ. ಸಹಕಾರ ಸಂಘಗಳ ಬಲವರ್ಧನೆಗೆ ಸರ್ಕಾರ ಬದ್ಧವಾಗಿದೆ ಎಂದರು.: [354, 741, 472, 853]
karate-p3: ಉತ್ತಮ ಫಲಿತಾಂಶ ಪಡೆದ ವಿದ್ಯಾರ್ಥಿಗಳಿಗೆ ಬೆಲ್ಟ್ ಹಾಗೂ ಪ್ರಮಾಣ ಪತ್ರ ವಿತರಿಸಲಾಯಿತು. ಪೋಷಕರು ಹಾಗೂ ಶಾಲಾ ಸಿಬ್ಬಂದಿ ಮಕ್ಕಳ ಸಾಧನೆಯನ್ನು ಶ್ಲಾಘಿಸಿದರು.: [2, 1346, 238, 1388]
news-byline: ● ಭೀಮ ವಿಜಯ ನ್ಯೂಸ್: [246, 580, 350, 593]
kalyana-col-3: ಚರ್ಚಿಸಿ, ಉಳಿದ ಮೊತ್ತವನ್ನು ವಿನಾಯಿತಿ ಮಾಡಿಸುವಲ್ಲಿ ಪ್ರಮುಖ ಪಾತ್ರವಹಿಸಿದರು ಎಂದರು. ಜಿಲ್ಲೆಯ ಒಕ್ಕಲಿಗರ ಸಂಘದ ಸಮುದಾಯ ಭವನ ನಿರ್ಮಾಣ ಕಾರ್ಯಕ್ಕೆ ನೇರವಾಗಿ ಹಾಗೂ ಪರೋಕ್ಷವಾಗಿ ಮಹತ್ವದ ಕೊಡುಗೆ ನೀಡಿದ ಮಾಜಿ ಪ್ರಧಾನ ಮಂತ್ರಿಗಳು ಹಾಗೂ ಹಾಲಿ ರಾಜ್ಯಸಭಾ ಸದಸ್ಯರಾದ ಹೆಚ್.ಡಿ. ದೇವೇಗೌಡರು ನೆರವಾದರು.: [231, 307, 331, 491]
karate-text: [2, 1238, 238, 1502]
